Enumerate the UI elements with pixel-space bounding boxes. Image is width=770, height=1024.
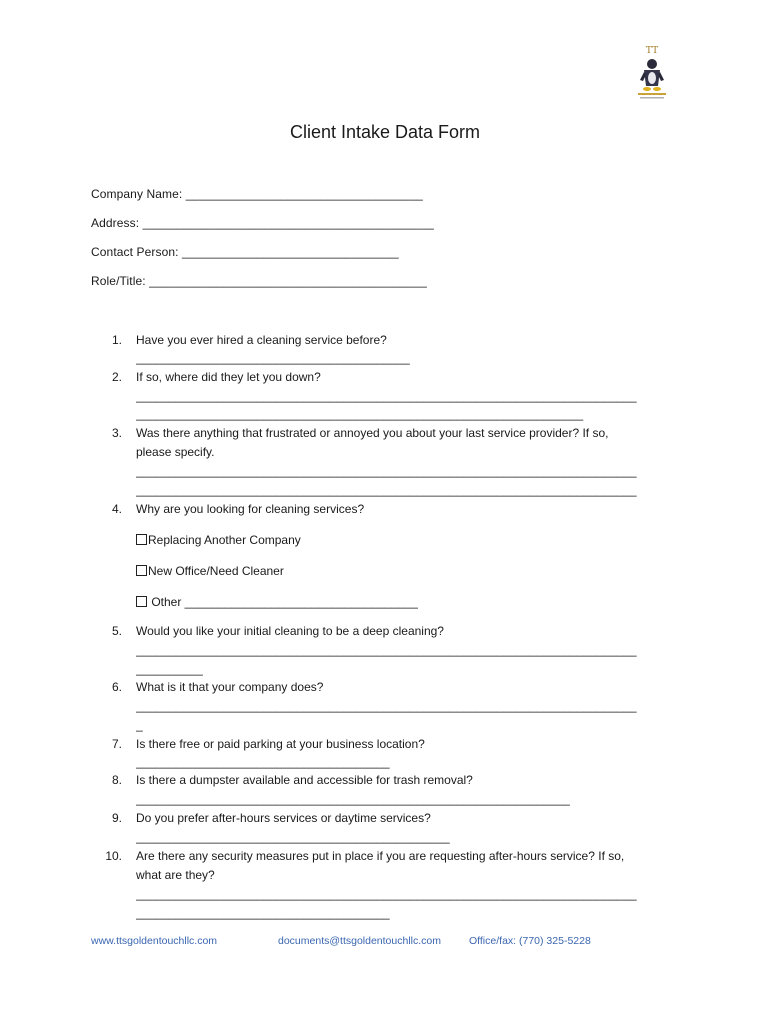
question-7-text: Is there free or paid parking at your business location? xyxy=(136,737,425,751)
role-title-field[interactable] xyxy=(91,274,427,288)
footer-website-link[interactable]: www.ttsgoldentouchllc.com xyxy=(91,935,218,947)
question-5-answer-line[interactable]: __________ xyxy=(136,662,203,676)
role-title-line: _________________________________________ xyxy=(149,274,427,288)
question-3-answer-line[interactable]: ___________________________________________________________________________ xyxy=(136,464,637,478)
contact-person-field[interactable] xyxy=(91,245,399,259)
question-3-text: Was there anything that frustrated or annoyed you about your last service provider? If so, xyxy=(136,426,609,440)
question-1-text: Have you ever hired a cleaning service before? xyxy=(136,333,387,347)
question-1-answer-line[interactable]: _________________________________________ xyxy=(136,351,410,365)
option-other[interactable] xyxy=(136,595,418,609)
page-title: Client Intake Data Form xyxy=(289,122,481,142)
question-7-number: 7. xyxy=(111,737,122,751)
question-10-answer-line[interactable]: ___________________________________________________________________________ xyxy=(136,887,637,901)
question-10-text: Are there any security measures put in place if you are requesting after-hours service? If so, xyxy=(136,849,625,863)
question-6-number: 6. xyxy=(111,680,122,694)
company-name-label: Company Name: xyxy=(91,187,183,201)
question-5-answer-line[interactable]: ___________________________________________________________________________ xyxy=(136,643,637,657)
address-line: ___________________________________________ xyxy=(142,216,434,230)
option-new-office[interactable] xyxy=(136,564,284,578)
checkbox-icon[interactable] xyxy=(136,534,147,545)
question-9-text: Do you prefer after-hours services or daytime services? xyxy=(136,811,431,825)
contact-person-label: Contact Person: xyxy=(91,245,179,259)
question-1-number: 1. xyxy=(111,333,122,347)
checkbox-icon[interactable] xyxy=(136,596,147,607)
question-9-number: 9. xyxy=(111,811,122,825)
option-other-label: Other ___________________________________ xyxy=(148,595,419,609)
question-5-text: Would you like your initial cleaning to be a deep cleaning? xyxy=(136,624,444,638)
question-2-text: If so, where did they let you down? xyxy=(136,370,321,384)
question-4-text: Why are you looking for cleaning services? xyxy=(136,502,365,516)
option-new-office-label: New Office/Need Cleaner xyxy=(148,564,284,578)
question-3-text-continued: please specify. xyxy=(136,445,215,459)
address-label: Address: xyxy=(91,216,140,230)
question-2-answer-line[interactable]: ___________________________________________________________________________ xyxy=(136,389,637,403)
company-logo xyxy=(632,44,672,102)
company-name-field[interactable] xyxy=(91,187,423,201)
option-replacing-company[interactable] xyxy=(136,533,301,547)
question-6-text: What is it that your company does? xyxy=(136,680,324,694)
logo-mascot-icon xyxy=(632,44,672,102)
role-title-label: Role/Title: xyxy=(91,274,146,288)
question-7-answer-line[interactable]: ______________________________________ xyxy=(136,755,390,769)
checkbox-icon[interactable] xyxy=(136,565,147,576)
contact-person-line: ________________________________ xyxy=(181,245,399,259)
question-5-number: 5. xyxy=(111,624,122,638)
question-8-answer-line[interactable]: _________________________________________________________________ xyxy=(136,792,570,806)
question-4-number: 4. xyxy=(111,502,122,516)
question-6-answer-line[interactable]: _ xyxy=(136,718,143,732)
question-2-number: 2. xyxy=(111,370,122,384)
question-3-answer-line[interactable]: ___________________________________________________________________________ xyxy=(136,483,637,497)
footer-email-link[interactable]: documents@ttsgoldentouchllc.com xyxy=(278,935,441,947)
footer-phone: Office/fax: (770) 325-5228 xyxy=(469,935,591,947)
option-replacing-company-label: Replacing Another Company xyxy=(148,533,301,547)
question-3-number: 3. xyxy=(111,426,122,440)
question-6-answer-line[interactable]: ___________________________________________________________________________ xyxy=(136,699,637,713)
question-10-text-continued: what are they? xyxy=(136,868,215,882)
question-10-answer-line[interactable]: ______________________________________ xyxy=(136,906,390,920)
question-10-number: 10. xyxy=(105,849,122,863)
address-field[interactable] xyxy=(91,216,434,230)
question-8-number: 8. xyxy=(111,773,122,787)
svg-text:TT: TT xyxy=(645,46,659,56)
question-9-answer-line[interactable]: _______________________________________________ xyxy=(136,830,450,844)
company-name-line: ___________________________________ xyxy=(185,187,423,201)
question-2-answer-line[interactable]: ___________________________________________________________________ xyxy=(136,407,584,421)
question-8-text: Is there a dumpster available and accessible for trash removal? xyxy=(136,773,473,787)
